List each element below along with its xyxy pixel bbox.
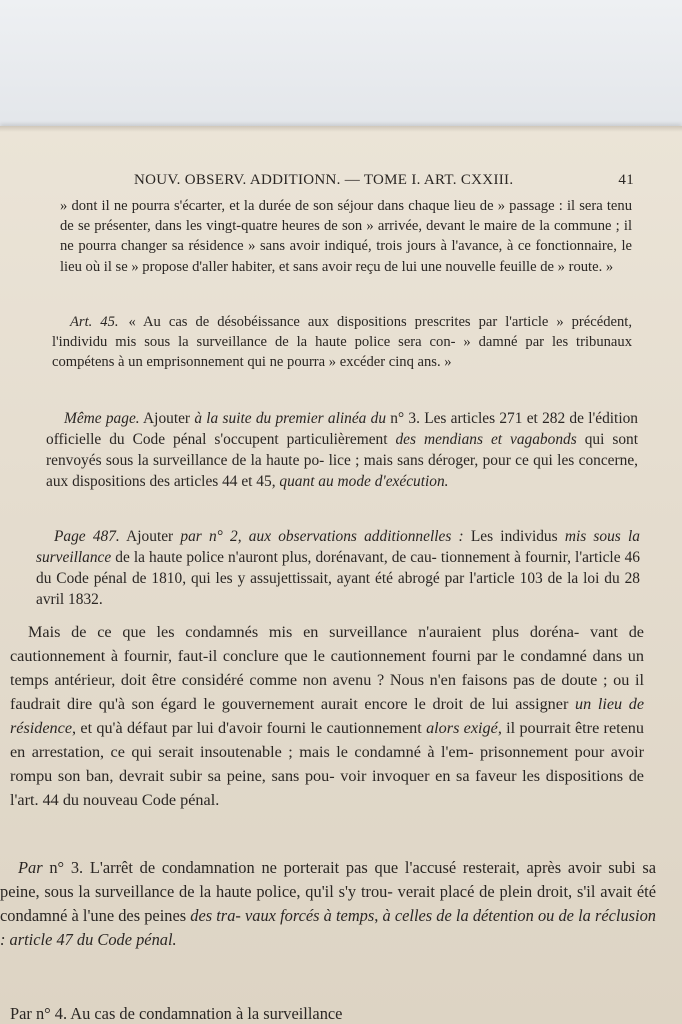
- meme-page-text-f: quant au mode d'exécution.: [279, 473, 449, 490]
- par-n3-text-d: à celles de la détention ou de la réclusion : article 47 du Code pénal.: [0, 906, 656, 949]
- paragraph-meme-page: [46, 408, 638, 492]
- cautionnement-text-b: un lieu de résidence: [10, 695, 645, 737]
- paragraph-par-n3: [0, 856, 656, 952]
- cautionnement-text-a: Mais de ce que les condamnés mis en surveillance n'auraient plus doréna- vant de cautionnement à fournir, faut-il conclure que le cautionnement fourni par le condamné dans un temps antérieur, doit être considéré comme non avenu ? Nous n'en faisons pas de doute ; ou il faudrait dire qu'à son égard le gouvernement aurait encore le droit de lui assigner: [10, 623, 644, 713]
- par-n3-text-c: ,: [374, 906, 379, 925]
- running-header: [134, 172, 634, 189]
- meme-page-label: Même page.: [64, 410, 140, 427]
- meme-page-text-e: qui sont renvoyés sous la surveillance de la haute po- lice ; mais sans déroger, pour ce qui les concerne, aux dispositions des articles 44 et 45,: [46, 431, 638, 490]
- par-n3-label: Par: [18, 858, 43, 877]
- par-n3-text-b: des tra- vaux forcés à temps: [190, 906, 375, 925]
- par-n3-text-a: n° 3. L'arrêt de condamnation ne porterait pas que l'accusé resterait, après avoir subi sa peine, sous la surveillance de la haute police, qu'il s'y trou- verait placé de plein droit, s'il avait été condamné à l'une des peines: [0, 858, 656, 925]
- article-45-text: « Au cas de désobéissance aux dispositions prescrites par l'article » précédent, l'individu mis sous la surveillance de la haute police sera con- » damné par les tribunaux compétens à un emprisonnement qui ne pourra » excéder cinq ans. »: [52, 314, 632, 371]
- page-487-text-e: de la haute police n'auront plus, dorénavant, de cau- tionnement à fournir, l'article 46 du Code pénal de 1810, qui les y assujettissait, ayant été abrogé par l'article 103 de la loi du 28 avril 1832.: [36, 549, 640, 608]
- paragraph-page-487: [36, 526, 640, 610]
- page-487-text-a: Ajouter: [126, 528, 174, 545]
- page-number: 41: [618, 172, 634, 188]
- page-487-text-d: mis sous la surveillance: [36, 528, 640, 566]
- meme-page-text-c: n° 3. Les articles 271 et 282 de l'édition officielle du Code pénal s'occupent particulièrement: [46, 410, 638, 448]
- paragraph-article-45: [52, 312, 632, 373]
- cautionnement-text-d: alors exigé: [426, 719, 498, 737]
- meme-page-text-d: des mendians et vagabonds: [395, 431, 577, 448]
- paragraph-article-44-continuation: » dont il ne pourra s'écarter, et la durée de son séjour dans chaque lieu de » passage : il sera tenu de se présenter, dans les vingt-quatre heures de son » arrivée, devant le maire de la commune ; il ne pourra changer sa résidence » sans avoir indiqué, trois jours à l'avance, à ce fonctionnaire, le lieu où il se » propose d'aller habiter, et sans avoir reçu de lui une nouvelle feuille de » route. »: [60, 198, 632, 275]
- background-surface: [0, 0, 682, 130]
- paragraph-par-n4-cutoff: Par n° 4. Au cas de condamnation à la surveillance: [10, 1004, 343, 1023]
- page-487-text-b: par n° 2, aux observations additionnelles :: [180, 528, 464, 545]
- meme-page-text-b: à la suite du premier alinéa du: [194, 410, 387, 427]
- paragraph-cautionnement: [10, 620, 644, 812]
- cautionnement-text-e: , il pourrait être retenu en arrestation, ce qui serait insoutenable ; mais le condamné à l'em- prisonnement pour avoir rompu son ban, devrait subir sa peine, sans pou- voir invoquer en sa faveur les dispositions de l'art. 44 du nouveau Code pénal.: [10, 719, 644, 809]
- running-title: NOUV. OBSERV. ADDITIONN. — TOME I. ART. CXXIII.: [134, 172, 514, 188]
- book-page: [0, 126, 682, 1024]
- page-487-label: Page 487.: [54, 528, 120, 545]
- article-45-label: Art. 45.: [70, 314, 119, 330]
- meme-page-text-a: Ajouter: [143, 410, 191, 427]
- cautionnement-text-c: , et qu'à défaut par lui d'avoir fourni le cautionnement: [72, 719, 422, 737]
- page-487-text-c: Les individus: [470, 528, 558, 545]
